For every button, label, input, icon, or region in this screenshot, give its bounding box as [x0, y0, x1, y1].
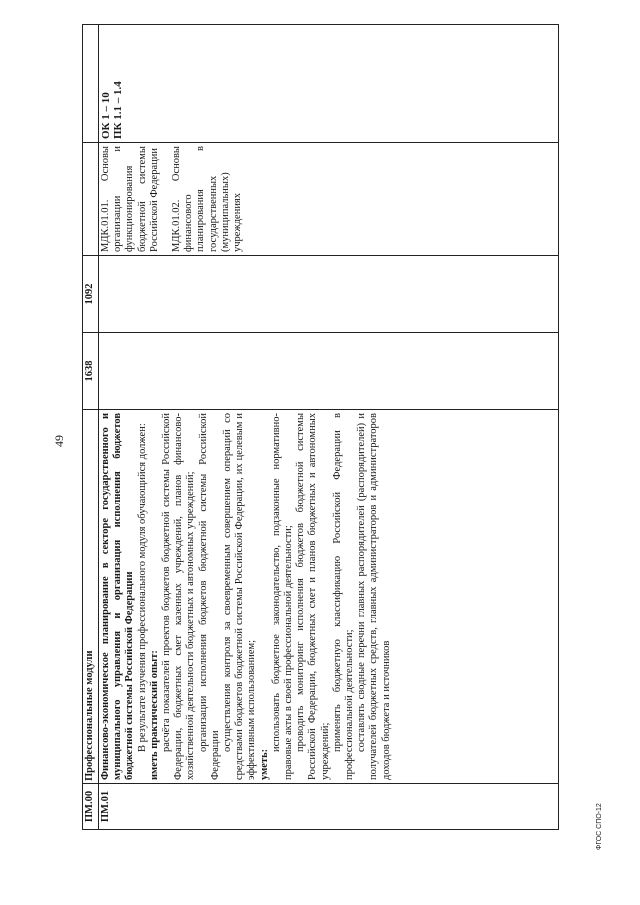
document-footer: ФГОС СПО-12 [596, 803, 603, 850]
table-header-row [83, 25, 99, 830]
content-paragraph: осуществления контроля за своевременным совершением операций со средствами бюджетов бюджетной системы Российской Федерации, их целевым и эффективным использованием; [222, 413, 258, 780]
content-paragraph: составлять сводные перечни главных распорядителей (распорядителей) и получателей бюджетных средств, главных администраторов и администраторов доходов бюджета и источников [356, 413, 392, 780]
content-paragraph: расчёта показателей проектов бюджетов бюджетной системы Российской Федерации, бюджетных смет казенных учреждений, планов финансово-хозяйственной деятельности бюджетных и автономных учреждений; [161, 413, 197, 780]
content-paragraph: применять бюджетную классификацию Российской Федерации в профессиональной деятельности; [331, 413, 356, 780]
row-content-cell [99, 410, 559, 784]
content-paragraphs [100, 413, 393, 780]
header-max-hours-cell: 1638 [83, 333, 99, 410]
header-mdk-cell [83, 143, 99, 256]
content-paragraph: использовать бюджетное законодательство, подзаконные нормативно-правовые акты в своей профессиональной деятельности; [270, 413, 295, 780]
mdk-item: МДК.01.02. Основы финансового планирования в государственных (муниципальных) учреждениях [171, 146, 244, 252]
header-class-hours-cell: 1092 [83, 256, 99, 333]
row-max-hours-cell [99, 333, 559, 410]
page-number: 49 [52, 435, 66, 447]
row-code-cell: ПМ.01 [99, 784, 559, 830]
content-paragraph: В результате изучения профессионального модуля обучающийся должен: [136, 423, 148, 752]
table-row [99, 25, 559, 830]
row-mdk-cell [99, 143, 559, 256]
curriculum-table [82, 24, 559, 830]
content-paragraph: уметь: [258, 748, 270, 780]
content-paragraph: организации исполнения бюджетов бюджетной системы Российской Федерации [197, 413, 221, 780]
content-paragraph: Финансово-экономическое планирование в секторе государственного и муниципального управления и организация исполнения бюджетов бюджетной системы Российской Федерации [100, 413, 136, 780]
competence-item: ПК 1.1 – 1.4 [112, 81, 124, 139]
mdk-item: МДК.01.01. Основы организации и функционирования бюджетной системы Российской Федерации [100, 146, 160, 252]
content-paragraph: проводить мониторинг исполнения бюджетов бюджетной системы Российской Федерации, бюджетных смет и планов бюджетных и автономных учреждений; [295, 413, 331, 780]
rotated-page [82, 25, 562, 830]
row-class-hours-cell [99, 256, 559, 333]
content-paragraph: иметь практический опыт: [148, 650, 160, 780]
header-competence-cell [83, 25, 99, 143]
header-code-cell: ПМ.00 [83, 784, 99, 830]
header-name-cell: Профессиональные модули [83, 410, 99, 784]
competence-item: ОК 1 – 10 [100, 92, 112, 139]
row-competence-cell [99, 25, 559, 143]
